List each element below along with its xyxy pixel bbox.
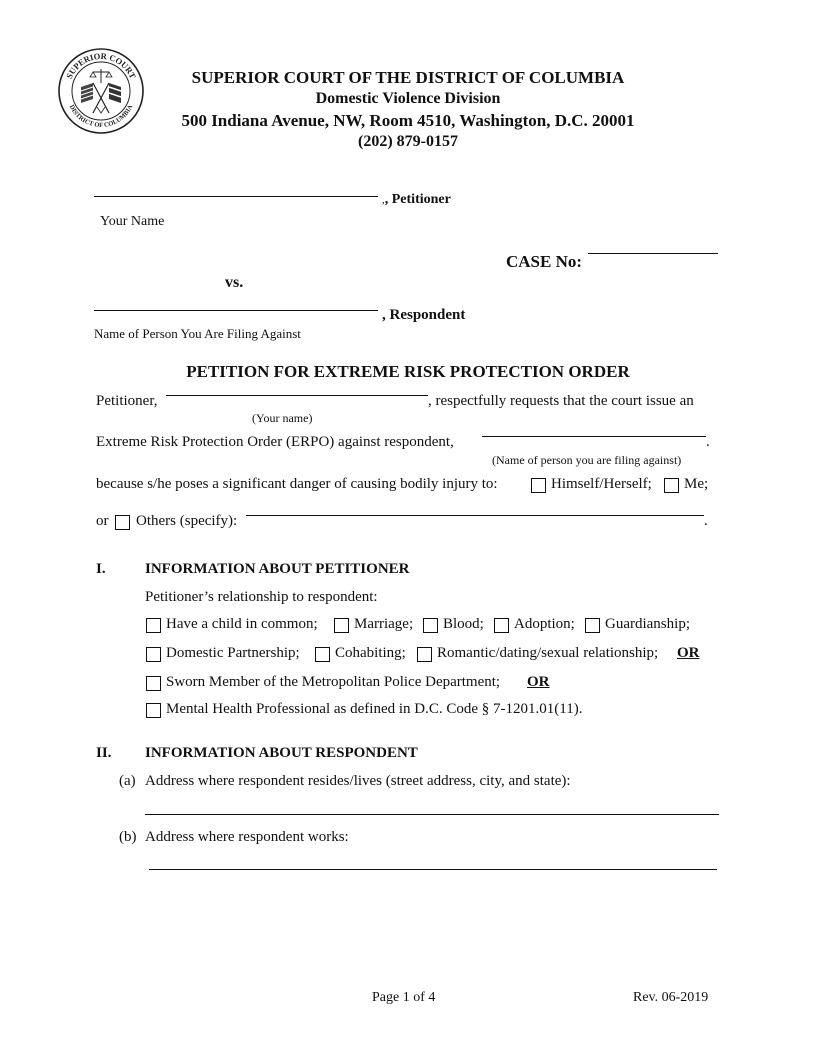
adoption-checkbox[interactable]: [494, 618, 509, 633]
seal-bottom-text: DISTRICT OF COLUMBIA: [67, 103, 135, 130]
court-phone: (202) 879-0157: [358, 133, 458, 150]
danger-text: because s/he poses a significant danger of causing bodily injury to:: [96, 476, 498, 492]
mental-health-checkbox[interactable]: [146, 703, 161, 718]
respondent-name-field[interactable]: [94, 310, 378, 311]
me-label: Me;: [684, 476, 709, 492]
others-label: Others (specify):: [136, 513, 238, 529]
cohabiting-checkbox[interactable]: [315, 647, 330, 662]
others-checkbox[interactable]: [115, 515, 130, 530]
relationship-label: Petitioner’s relationship to respondent:: [145, 589, 378, 605]
item-b-text: Address where respondent works:: [145, 829, 349, 845]
marriage-label: Marriage;: [354, 616, 414, 632]
intro-period: .: [706, 434, 710, 450]
section-1-number: I.: [96, 561, 106, 577]
row2-or: OR: [677, 645, 700, 661]
guardianship-checkbox[interactable]: [585, 618, 600, 633]
page-title: PETITION FOR EXTREME RISK PROTECTION ORDER: [186, 362, 630, 381]
petitioner-name-field[interactable]: [94, 196, 378, 197]
police-member-checkbox[interactable]: [146, 676, 161, 691]
case-no-field[interactable]: [588, 253, 718, 254]
item-a-label: (a): [119, 773, 136, 789]
romantic-relationship-label: Romantic/dating/sexual relationship;: [437, 645, 659, 661]
cohabiting-label: Cohabiting;: [335, 645, 406, 661]
romantic-relationship-checkbox[interactable]: [417, 647, 432, 662]
division-name: Domestic Violence Division: [315, 90, 501, 107]
child-in-common-checkbox[interactable]: [146, 618, 161, 633]
row3-or: OR: [527, 674, 550, 690]
or-label: or: [96, 513, 109, 529]
mental-health-label: Mental Health Professional as defined in D.C. Code § 7-1201.01(11).: [166, 701, 583, 717]
others-specify-field[interactable]: [246, 515, 704, 516]
petitioner-suffix: ,, Petitioner: [382, 192, 451, 207]
intro-respondent-name-field[interactable]: [482, 436, 706, 437]
your-name-hint: (Your name): [252, 411, 313, 425]
item-b-label: (b): [119, 829, 137, 845]
vs-label: vs.: [225, 274, 244, 291]
marriage-checkbox[interactable]: [334, 618, 349, 633]
me-checkbox[interactable]: [664, 478, 679, 493]
filing-against-hint: (Name of person you are filing against): [492, 453, 682, 467]
himself-herself-label: Himself/Herself;: [551, 476, 652, 492]
police-member-label: Sworn Member of the Metropolitan Police Department;: [166, 674, 501, 690]
guardianship-label: Guardianship;: [605, 616, 690, 632]
seal-top-text: SUPERIOR COURT: [63, 50, 139, 81]
section-2-number: II.: [96, 745, 112, 761]
revision-date: Rev. 06-2019: [633, 990, 709, 1005]
court-name: SUPERIOR COURT OF THE DISTRICT OF COLUMBIA: [191, 68, 625, 87]
case-no-label: CASE No:: [506, 252, 583, 271]
your-name-label: Your Name: [100, 214, 165, 229]
respondent-label: , Respondent: [382, 307, 466, 323]
domestic-partnership-checkbox[interactable]: [146, 647, 161, 662]
page-number: Page 1 of 4: [372, 990, 436, 1005]
child-in-common-label: Have a child in common;: [166, 616, 318, 632]
work-address-field[interactable]: [149, 869, 717, 870]
section-1-heading: INFORMATION ABOUT PETITIONER: [145, 561, 410, 577]
blood-label: Blood;: [443, 616, 484, 632]
petitioner-label: , Petitioner: [384, 192, 451, 207]
blood-checkbox[interactable]: [423, 618, 438, 633]
intro-petitioner-name-field[interactable]: [166, 395, 428, 396]
adoption-label: Adoption;: [514, 616, 575, 632]
residence-address-field[interactable]: [145, 814, 719, 815]
section-2-heading: INFORMATION ABOUT RESPONDENT: [145, 745, 418, 761]
item-a-text: Address where respondent resides/lives (street address, city, and state):: [145, 773, 571, 789]
others-period: .: [704, 513, 708, 529]
intro-request-text: , respectfully requests that the court issue an: [428, 393, 694, 409]
intro-petitioner-label: Petitioner,: [96, 393, 158, 409]
domestic-partnership-label: Domestic Partnership;: [166, 645, 300, 661]
himself-herself-checkbox[interactable]: [531, 478, 546, 493]
respondent-hint: Name of Person You Are Filing Against: [94, 326, 301, 341]
intro-erpo-text: Extreme Risk Protection Order (ERPO) against respondent,: [96, 434, 454, 450]
court-address: 500 Indiana Avenue, NW, Room 4510, Washington, D.C. 20001: [181, 111, 635, 130]
